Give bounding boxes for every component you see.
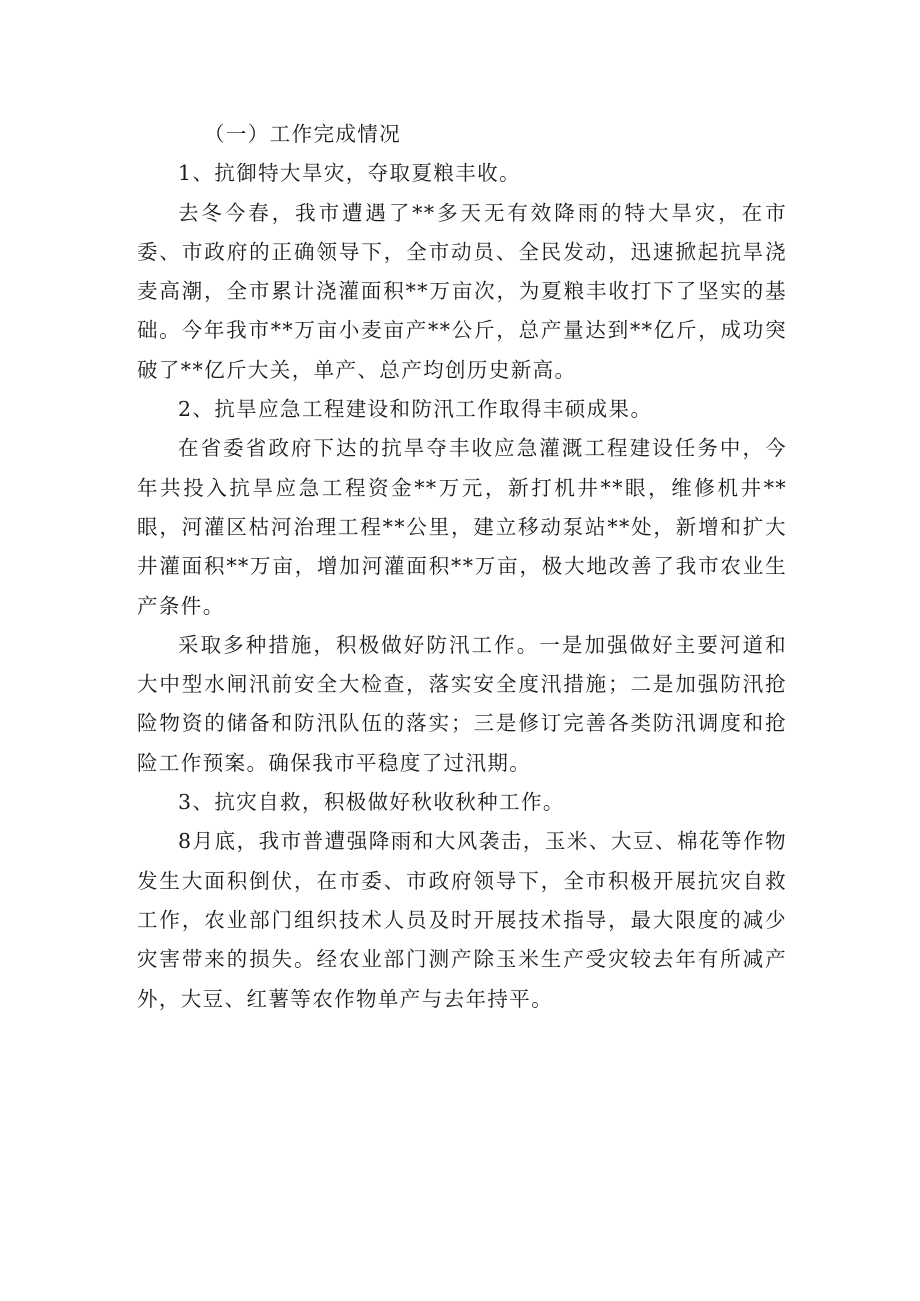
document-page — [137, 115, 787, 1019]
item-2-body-2: 采取多种措施，积极做好防汛工作。一是加强做好主要河道和大中型水闸汛前安全大检查，落实安全度汛措施；二是加强防汛抢险物资的储备和防汛队伍的落实；三是修订完善各类防汛调度和抢险工作预案。确保我市平稳度了过汛期。 — [137, 632, 787, 775]
item-3-body: 8月底，我市普遭强降雨和大风袭击，玉米、大豆、棉花等作物发生大面积倒伏，在市委、市政府领导下，全市积极开展抗灾自救工作，农业部门组织技术人员及时开展技术指导，最大限度的减少灾害带来的损失。经农业部门测产除玉米生产受灾较去年有所减产外，大豆、红薯等农作物单产与去年持平。 — [137, 829, 787, 1011]
item-2-body-1: 在省委省政府下达的抗旱夺丰收应急灌溉工程建设任务中，今年共投入抗旱应急工程资金**万元，新打机井**眼，维修机井**眼，河灌区枯河治理工程**公里，建立移动泵站**处，新增和扩大井灌面积**万亩，增加河灌面积**万亩，极大地改善了我市农业生产条件。 — [137, 436, 787, 618]
item-3-title: 3、抗灾自救，积极做好秋收秋种工作。 — [178, 790, 565, 815]
item-1-title: 1、抗御特大旱灾，夺取夏粮丰收。 — [178, 161, 521, 186]
item-1-body: 去冬今春，我市遭遇了**多天无有效降雨的特大旱灾，在市委、市政府的正确领导下，全市动员、全民发动，迅速掀起抗旱浇麦高潮，全市累计浇灌面积**万亩次，为夏粮丰收打下了坚实的基础。今年我市**万亩小麦亩产**公斤，总产量达到**亿斤，成功突破了**亿斤大关，单产、总产均创历史新高。 — [137, 200, 787, 382]
item-2-title: 2、抗旱应急工程建设和防汛工作取得丰硕成果。 — [178, 397, 653, 422]
section-title: （一）工作完成情况 — [204, 122, 402, 146]
